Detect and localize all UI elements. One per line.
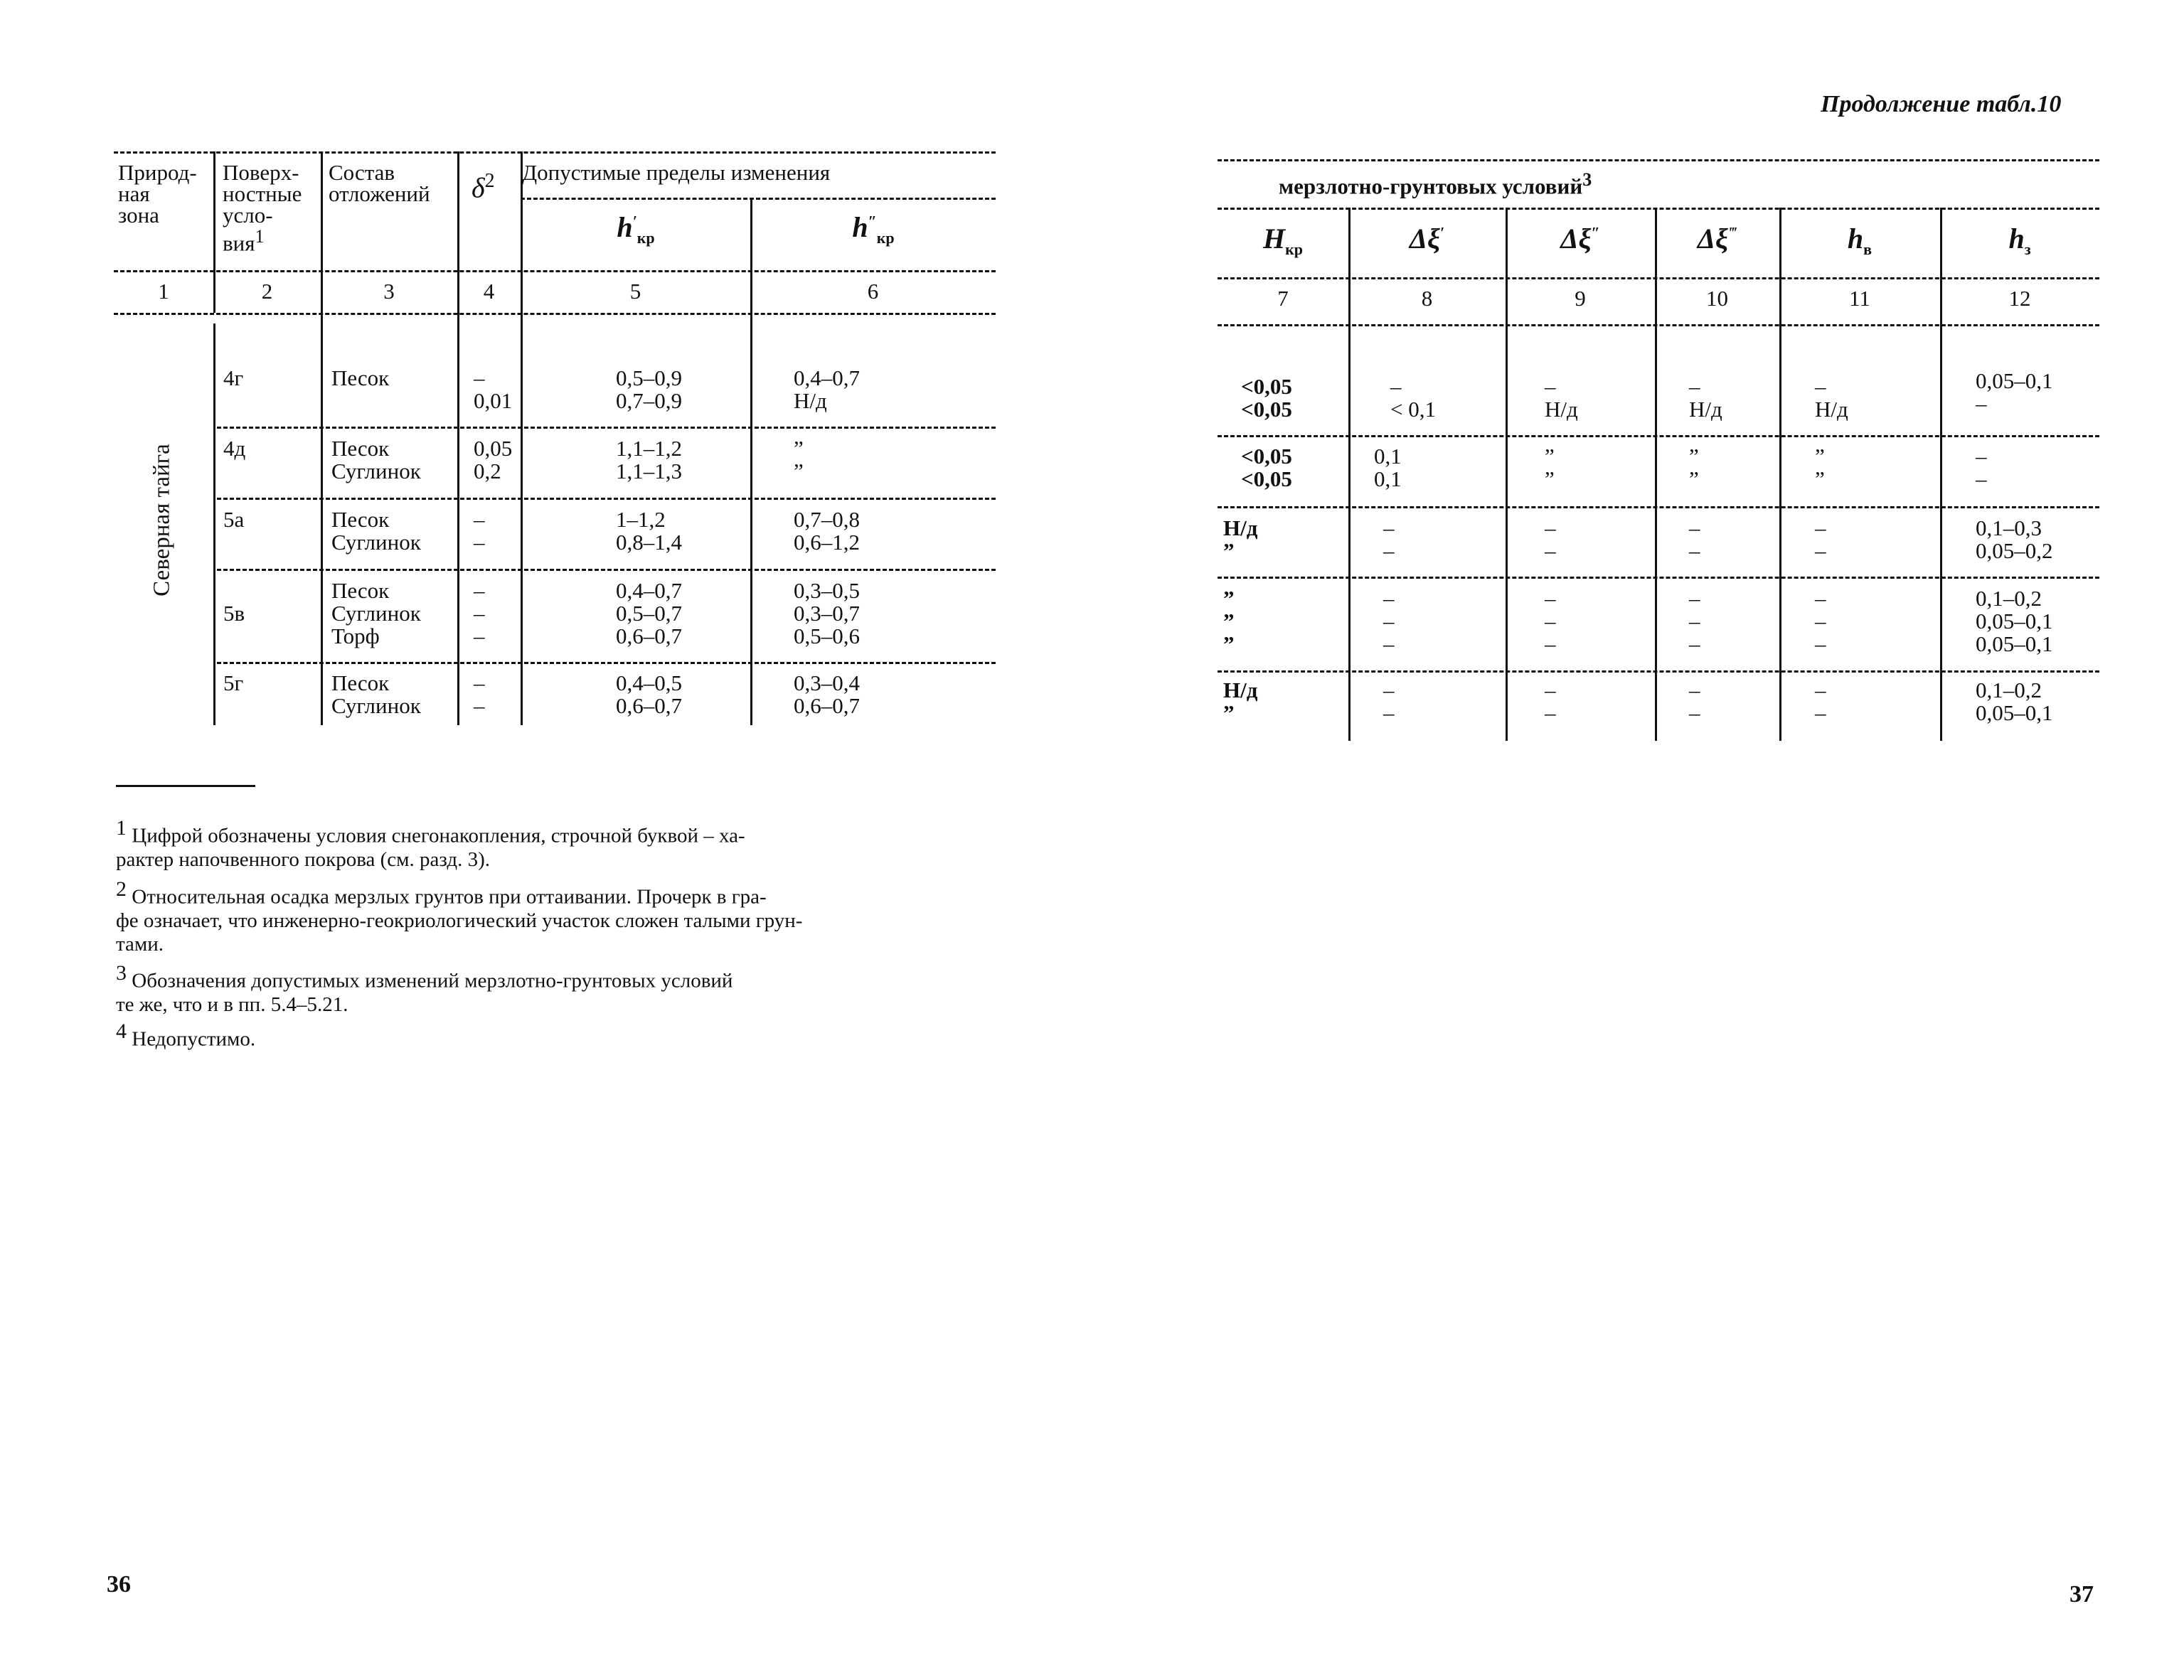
cell-delta-xi-2: ” ” [1545,444,1555,491]
cell-deposits: Песок Суглинок [331,507,421,555]
cell-deposits: Песок Суглинок [331,436,421,483]
cell-h-prime: 0,5–0,9 0,7–0,9 [616,365,682,413]
cell-h-z: – – [1976,444,1987,491]
left-table-top-rule [114,151,996,154]
cell-h-z: 0,1–0,2 0,05–0,1 [1976,678,2053,725]
column-number: 4 [483,279,495,304]
left-table-row-rule [217,498,996,500]
column-number: 10 [1706,286,1728,311]
header-zone: Природ- ная зона [118,160,197,228]
page-number-right: 37 [2070,1581,2094,1607]
cell-delta: – – [474,670,485,718]
cell-delta-xi-1: – < 0,1 [1390,374,1436,422]
column-number: 7 [1277,286,1289,311]
header-h-kr-prime: $h'_{кр}$ [617,211,655,247]
column-number: 9 [1575,286,1586,311]
left-table-col-rule [750,198,752,725]
cell-h-double-prime: 0,4–0,7 Н/д [794,365,860,413]
cell-delta-xi-1: – – [1383,515,1395,563]
left-table-row-rule [217,569,996,571]
left-table-numbers-rule [114,313,996,315]
column-number: 2 [261,279,273,304]
cell-delta-xi-3: – – – [1689,586,1700,656]
cell-delta-xi-3: – – [1689,678,1700,725]
column-number: 11 [1849,286,1870,311]
left-table-col-rule [213,323,215,725]
left-table-col-rule [321,151,323,725]
cell-h-v: – – [1815,678,1826,725]
continuation-title: Продолжение табл.10 [1821,91,2062,117]
left-table-subheader-rule [521,198,996,200]
cell-delta-xi-1: – – – [1383,586,1395,656]
header-deposits: Состав отложений [329,160,430,206]
footnote-ref-1: 1 [255,226,265,247]
cell-h-v: – – – [1815,586,1826,656]
left-table-col-rule [457,151,459,725]
column-number: 6 [867,279,879,304]
cell-h-z: 0,1–0,3 0,05–0,2 [1976,515,2053,563]
footnote-1: $^1$ Цифрой обозначены условия снегонакопления, строчной буквой – ха- рактер напочвенного покрова (см. разд. 3). [116,816,745,871]
page-number-left: 36 [107,1571,131,1598]
footnote-4: $^4$ Недопустимо. [116,1020,256,1051]
footnote-separator [116,785,255,787]
header-delta-xi-double-prime: Δξ″ [1560,223,1600,255]
column-number: 5 [629,279,641,304]
cell-h-z: 0,05–0,1 – [1976,368,2053,416]
cell-surface: 5а [223,507,245,532]
header-delta-xi-prime: Δξ′ [1409,223,1445,255]
header-delta-xi-triple-prime: Δξ‴ [1697,223,1737,255]
right-table-top-rule [1218,159,2099,161]
cell-delta: – 0,01 [474,365,513,413]
left-table-row-rule [217,427,996,429]
cell-delta-xi-3: ” ” [1689,444,1699,491]
cell-h-prime: 0,4–0,7 0,5–0,7 0,6–0,7 [616,578,682,648]
footnote-ref-3: 3 [1582,169,1592,190]
cell-delta-xi-2: – – [1545,678,1556,725]
header-surface: Поверх- ностные усло- вия$^1$ [223,160,302,256]
header-h-v: $h_в$ [1847,223,1873,258]
cell-delta-xi-2: – Н/д [1545,374,1578,422]
cell-h-prime: 0,4–0,5 0,6–0,7 [616,670,682,718]
cell-delta-xi-3: – – [1689,515,1700,563]
cell-surface: 5в [223,601,245,626]
footnote-ref-2: 2 [484,170,495,192]
cell-h-double-prime: 0,3–0,5 0,3–0,7 0,5–0,6 [794,578,860,648]
cell-delta: – – – [474,578,485,648]
cell-surface: 4д [223,436,246,461]
left-table-header-rule [114,270,996,272]
footnote-2: $^2$ Относительная осадка мерзлых грунтов при оттаивании. Прочерк в гра- фе означает, что инженерно-геокриологический участок сложен талыми грун- тами. [116,877,803,956]
cell-h-kr: <0,05 <0,05 [1241,444,1292,491]
cell-h-v: ” ” [1815,444,1825,491]
column-number: 8 [1421,286,1433,311]
column-number: 3 [383,279,395,304]
cell-deposits: Песок Суглинок [331,670,421,718]
zone-label: Северная тайга [149,444,175,596]
header-h-kr-double-prime: $h''_{кр}$ [852,211,895,247]
cell-h-double-prime: 0,3–0,4 0,6–0,7 [794,670,860,718]
right-table-caption: мерзлотно-грунтовых условий$^3$ [1279,169,1592,199]
cell-surface: 5г [223,670,244,695]
cell-delta-xi-2: – – [1545,515,1556,563]
header-limits: Допустимые пределы изменения [522,160,831,185]
cell-h-double-prime: ” ” [794,436,804,483]
column-number: 1 [158,279,169,304]
footnote-3: $^3$ Обозначения допустимых изменений мерзлотно-грунтовых условий те же, что и в пп. 5.4–5.21. [116,961,733,1016]
cell-h-kr: ” ” ” [1223,586,1235,656]
header-delta: $\delta^2$ [472,170,495,204]
cell-delta-xi-2: – – – [1545,586,1556,656]
cell-delta-xi-1: 0,1 0,1 [1374,444,1402,491]
cell-deposits: Песок [331,365,390,390]
cell-h-v: – Н/д [1815,374,1848,422]
cell-h-prime: 1,1–1,2 1,1–1,3 [616,436,682,483]
cell-h-v: – – [1815,515,1826,563]
cell-h-kr: <0,05 <0,05 [1241,374,1292,422]
cell-h-z: 0,1–0,2 0,05–0,1 0,05–0,1 [1976,586,2053,656]
cell-surface: 4г [223,365,244,390]
cell-h-prime: 1–1,2 0,8–1,4 [616,507,682,555]
column-number: 12 [2008,286,2031,311]
cell-h-double-prime: 0,7–0,8 0,6–1,2 [794,507,860,555]
header-h-z: $h_з$ [2008,223,2031,258]
left-table-row-rule [217,662,996,664]
cell-delta: – – [474,507,485,555]
cell-h-kr: Н/д ” [1223,678,1258,725]
cell-h-kr: Н/д ” [1223,515,1258,563]
header-H-kr: $H_{кр}$ [1262,223,1304,258]
cell-delta: 0,05 0,2 [474,436,513,483]
cell-delta-xi-3: – Н/д [1689,374,1722,422]
cell-delta-xi-1: – – [1383,678,1395,725]
cell-deposits: Песок Суглинок Торф [331,578,421,648]
